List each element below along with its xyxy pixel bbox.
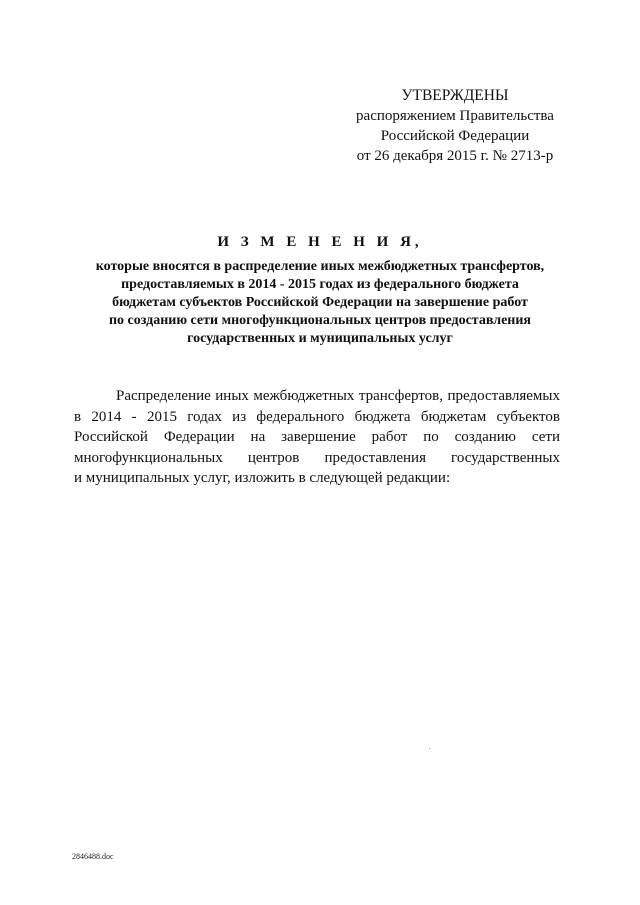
scan-speck xyxy=(429,748,430,749)
approval-heading: УТВЕРЖДЕНЫ xyxy=(401,87,509,104)
document-title xyxy=(40,232,600,348)
title-line: по созданию сети многофункциональных центров предоставления xyxy=(108,313,532,328)
title-line: предоставляемых в 2014 - 2015 годах из федерального бюджета xyxy=(121,277,519,292)
title-heading: И З М Е Н Е Н И Я, xyxy=(217,234,423,250)
body-line: Российской Федерации на завершение работ по созданию сети xyxy=(74,429,560,445)
body-line: в 2014 - 2015 годах из федерального бюджета бюджетам субъектов xyxy=(74,408,560,425)
approval-date-number: от 26 декабря 2015 г. № 2713-р xyxy=(356,148,554,164)
approval-by-order: распоряжением Правительства xyxy=(356,108,554,124)
body-paragraph xyxy=(74,386,560,489)
title-line: бюджетам субъектов Российской Федерации на завершение работ xyxy=(112,295,528,310)
footer-filename: 2846488.doc xyxy=(72,852,114,861)
title-line: которые вносятся в распределение иных межбюджетных трансфертов, xyxy=(95,259,545,274)
approval-authority: Российской Федерации xyxy=(380,128,530,144)
body-line: и муниципальных услуг, изложить в следующей редакции: xyxy=(74,470,451,486)
title-line: государственных и муниципальных услуг xyxy=(187,331,453,346)
body-line: многофункциональных центров предоставления государственных xyxy=(74,449,560,466)
approval-stamp xyxy=(330,86,580,166)
body-line: Распределение иных межбюджетных трансфертов, предоставляемых xyxy=(116,388,560,404)
